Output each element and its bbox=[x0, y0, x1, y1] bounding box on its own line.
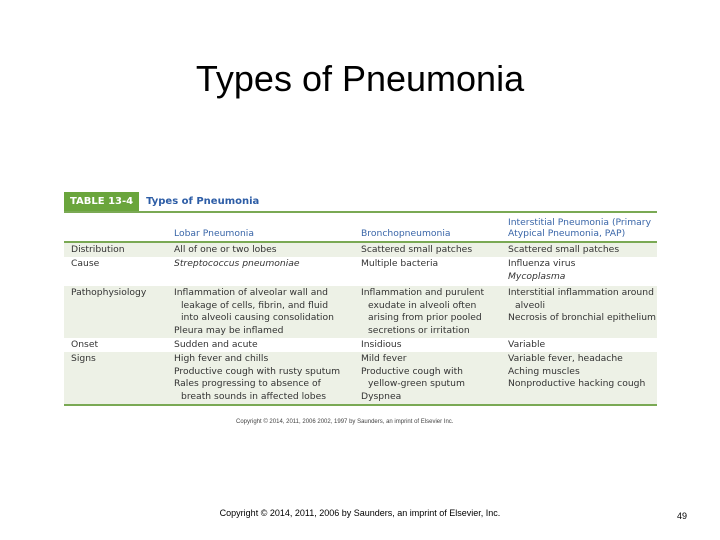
footer-copyright: Copyright © 2014, 2011, 2006 by Saunders, an imprint of Elsevier, Inc. bbox=[219, 508, 501, 518]
cell-line: breath sounds in affected lobes bbox=[181, 390, 327, 402]
table-row bbox=[64, 352, 657, 406]
table-row bbox=[64, 286, 657, 338]
table-caption-text: Types of Pneumonia bbox=[146, 196, 260, 207]
cell-line: Sudden and acute bbox=[174, 339, 258, 351]
cell-line: Pleura may be inflamed bbox=[174, 324, 284, 336]
table-tag: TABLE 13-4 bbox=[64, 192, 139, 211]
cell-line: Necrosis of bronchial epithelium bbox=[508, 312, 656, 324]
row-label: Pathophysiology bbox=[71, 287, 147, 299]
cell-line: into alveoli causing consolidation bbox=[181, 312, 334, 324]
cell-line: Influenza virus bbox=[508, 258, 576, 270]
cell-line: Scattered small patches bbox=[508, 244, 620, 255]
cell-line: Inflammation of alveolar wall and bbox=[174, 287, 329, 299]
cell-line: Productive cough with bbox=[361, 365, 464, 377]
cell-line: Insidious bbox=[361, 339, 402, 351]
cell-line: exudate in alveoli often bbox=[368, 299, 477, 311]
cell-line: Variable fever, headache bbox=[508, 353, 623, 365]
table-row bbox=[64, 257, 657, 286]
table-header-row bbox=[64, 213, 657, 243]
cell-line: Nonproductive hacking cough bbox=[508, 378, 646, 390]
cell-line: Scattered small patches bbox=[361, 244, 473, 255]
cell-line: Rales progressing to absence of bbox=[174, 378, 321, 390]
table-row bbox=[64, 338, 657, 352]
cell-line: yellow-green sputum bbox=[368, 378, 465, 390]
table-caption bbox=[64, 192, 657, 213]
header-cell: Bronchopneumonia bbox=[361, 228, 451, 239]
cell-line: alveoli bbox=[515, 299, 545, 311]
row-label: Cause bbox=[71, 258, 100, 270]
cell-line: Dyspnea bbox=[361, 390, 402, 402]
cell-line: High fever and chills bbox=[174, 353, 269, 365]
header-cell: Interstitial Pneumonia (Primary Atypical Pneumonia, PAP) bbox=[508, 217, 652, 239]
cell-line: Productive cough with rusty sputum bbox=[174, 365, 341, 377]
cell-line: arising from prior pooled bbox=[368, 312, 482, 324]
row-label: Onset bbox=[71, 339, 99, 351]
cell-line: Variable bbox=[508, 339, 546, 351]
cell-line: Inflammation and purulent bbox=[361, 287, 485, 299]
cell-line: Mycoplasma bbox=[508, 270, 566, 282]
cell-line: Mild fever bbox=[361, 353, 407, 365]
row-label: Distribution bbox=[71, 244, 125, 255]
page-number: 49 bbox=[677, 511, 688, 521]
cell-line: secretions or irritation bbox=[368, 324, 470, 336]
header-cell: Lobar Pneumonia bbox=[174, 228, 254, 239]
pneumonia-table bbox=[64, 192, 657, 406]
cell-line: Interstitial inflammation around bbox=[508, 287, 654, 299]
cell-line: leakage of cells, fibrin, and fluid bbox=[181, 299, 329, 311]
table-row bbox=[64, 243, 657, 257]
cell-line: Aching muscles bbox=[508, 365, 580, 377]
slide-title: Types of Pneumonia bbox=[195, 58, 525, 99]
table-copyright: Copyright © 2014, 2011, 2006 2002, 1997 by Saunders, an imprint of Elsevier Inc. bbox=[236, 419, 454, 425]
cell-line: Multiple bacteria bbox=[361, 258, 439, 270]
cell-line: Streptococcus pneumoniae bbox=[174, 258, 300, 270]
row-label: Signs bbox=[71, 353, 96, 365]
cell-line: All of one or two lobes bbox=[174, 244, 277, 255]
